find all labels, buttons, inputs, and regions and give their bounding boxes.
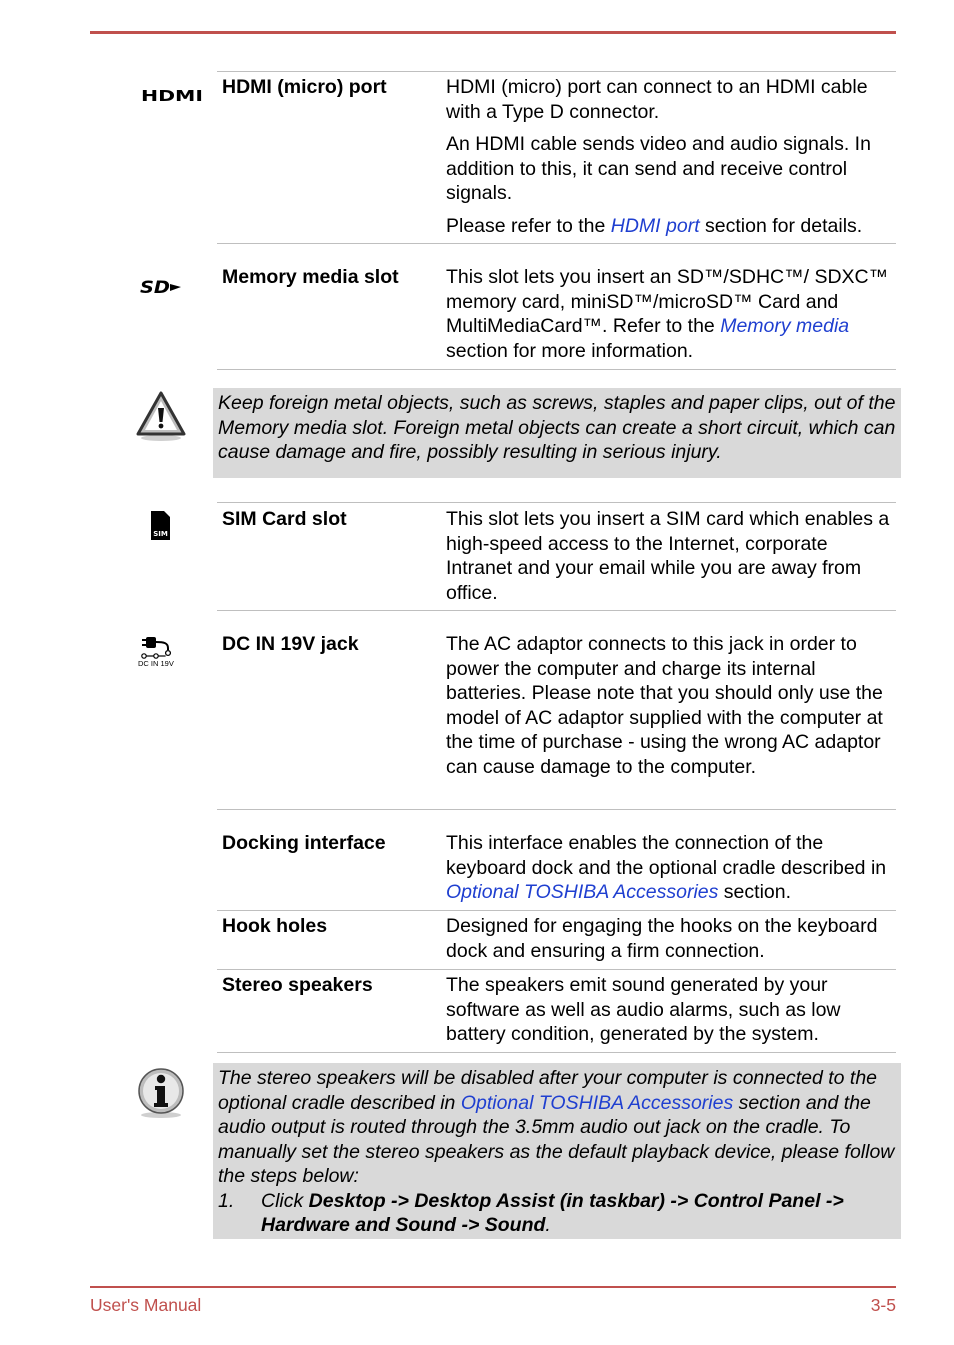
table-rule bbox=[217, 369, 896, 370]
desc-paragraph: Designed for engaging the hooks on the keyboard dock and ensuring a firm connection. bbox=[446, 915, 878, 962]
row-description bbox=[446, 507, 898, 605]
row-term: Memory media slot bbox=[222, 266, 399, 288]
desc-paragraph: The speakers emit sound generated by your software as well as audio alarms, such as low battery condition, generated by the system. bbox=[446, 974, 841, 1045]
hdmi-icon bbox=[141, 84, 203, 109]
row-term: HDMI (micro) port bbox=[222, 76, 387, 98]
step-number: 1. bbox=[218, 1189, 235, 1212]
desc-text: Please refer to the bbox=[446, 214, 611, 237]
svg-text:HDMI: HDMI bbox=[141, 88, 203, 102]
info-note bbox=[213, 1063, 901, 1239]
table-rule bbox=[217, 1052, 896, 1053]
footer-rule bbox=[90, 1286, 896, 1288]
svg-text:SIM: SIM bbox=[153, 530, 168, 538]
warning-text: Keep foreign metal objects, such as screws, staples and paper clips, out of the Memory media slot. Foreign metal objects can create a short circuit, which can cause damage and fire, possibly resulting in serious injury. bbox=[218, 392, 896, 463]
optional-accessories-link[interactable]: Optional TOSHIBA Accessories bbox=[446, 881, 719, 903]
step-text: Click bbox=[261, 1189, 309, 1212]
table-rule bbox=[217, 910, 896, 911]
desc-paragraph: An HDMI cable sends video and audio signals. In addition to this, it can send and receive control signals. bbox=[446, 133, 871, 204]
row-description bbox=[446, 914, 898, 963]
warning-note bbox=[213, 388, 901, 478]
sd-card-icon bbox=[140, 277, 182, 302]
info-icon bbox=[136, 1067, 186, 1126]
info-text-part: section and the audio output is routed through the 3.5mm audio out jack on the cradle. To manually set the stereo speakers as the default playback device, please follow the steps below: bbox=[218, 1091, 895, 1187]
row-term: Stereo speakers bbox=[222, 974, 373, 996]
hdmi-port-link[interactable]: HDMI port bbox=[610, 214, 700, 237]
row-description bbox=[446, 632, 898, 779]
desc-text: section. bbox=[718, 881, 792, 903]
table-rule bbox=[217, 502, 896, 503]
sim-card-icon bbox=[151, 511, 170, 547]
desc-paragraph: The AC adaptor connects to this jack in order to power the computer and charge its internal batteries. Please note that you should only use the model of AC adaptor supplied with the computer at the time of purchase - using the wrong AC adaptor can cause damage to the computer. bbox=[446, 633, 883, 778]
info-text-part: The stereo speakers will be disabled after your computer is connected to the optional cradle described in bbox=[218, 1067, 878, 1114]
desc-text: This slot lets you insert an SD™/SDHC™/ SDXC™ memory card, miniSD™/microSD™ Card and MultiMediaCard™. Refer to the bbox=[446, 266, 889, 337]
row-description bbox=[446, 973, 898, 1047]
desc-paragraph bbox=[446, 214, 898, 239]
dc-in-icon bbox=[138, 634, 178, 677]
step-path: Desktop -> Desktop Assist (in taskbar) -> Control Panel -> Hardware and Sound -> Sound bbox=[261, 1189, 844, 1236]
row-description bbox=[446, 831, 898, 905]
desc-text: This interface enables the connection of the keyboard dock and the optional cradle described in bbox=[446, 832, 887, 879]
desc-paragraph: This slot lets you insert a SIM card which enables a high-speed access to the Internet, corporate Intranet and your email while you are away from office. bbox=[446, 508, 890, 604]
table-rule bbox=[217, 809, 896, 810]
warning-icon bbox=[136, 390, 186, 449]
desc-text: section for details. bbox=[699, 214, 863, 237]
desc-text: section for more information. bbox=[446, 339, 694, 362]
table-rule bbox=[217, 969, 896, 970]
svg-text:SD: SD bbox=[140, 279, 170, 295]
header-rule bbox=[90, 31, 896, 34]
footer-title: User's Manual bbox=[90, 1295, 202, 1315]
table-rule bbox=[217, 610, 896, 611]
info-text bbox=[218, 1066, 896, 1189]
desc-paragraph bbox=[446, 831, 898, 905]
row-term: Docking interface bbox=[222, 832, 386, 854]
row-term: Hook holes bbox=[222, 915, 328, 937]
table-rule bbox=[217, 243, 896, 244]
row-term: SIM Card slot bbox=[222, 508, 347, 530]
page-number: 3-5 bbox=[870, 1295, 896, 1315]
step-item bbox=[218, 1189, 896, 1238]
optional-accessories-link[interactable]: Optional TOSHIBA Accessories bbox=[460, 1091, 734, 1114]
dc-in-icon-label: DC IN 19V bbox=[138, 659, 174, 668]
memory-media-link[interactable]: Memory media bbox=[720, 315, 850, 337]
row-description bbox=[446, 75, 898, 238]
table-rule bbox=[217, 71, 896, 72]
desc-paragraph bbox=[446, 265, 898, 363]
step-text: . bbox=[545, 1214, 551, 1236]
row-description bbox=[446, 265, 898, 363]
desc-paragraph: HDMI (micro) port can connect to an HDMI cable with a Type D connector. bbox=[446, 76, 868, 123]
row-term: DC IN 19V jack bbox=[222, 633, 359, 655]
